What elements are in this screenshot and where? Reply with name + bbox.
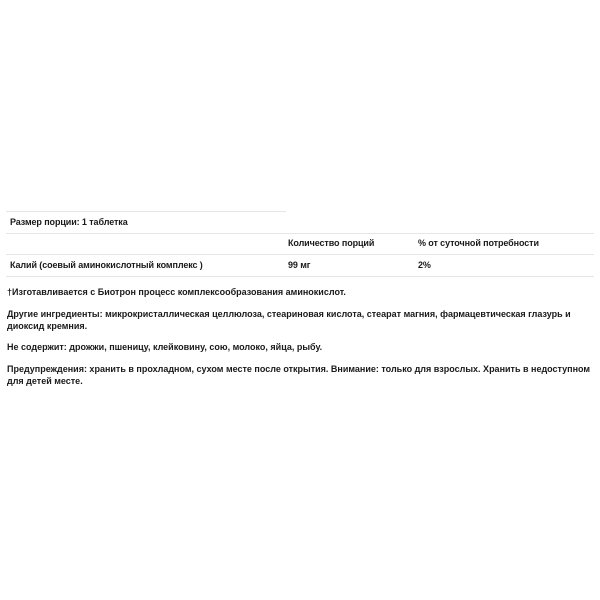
warnings: Предупреждения: хранить в прохладном, сухом месте после открытия. Внимание: только для взрослых. Хранить в недоступном для детей месте. — [7, 364, 591, 386]
header-amount: Количество порций — [288, 238, 375, 248]
other-ingredients: Другие ингредиенты: микрокристаллическая целлюлоза, стеариновая кислота, стеарат магния, фармацевтическая глазурь и диоксид кремния. — [7, 309, 571, 331]
serving-size: Размер порции: 1 таблетка — [10, 217, 128, 227]
free-of: Не содержит: дрожжи, пшеницу, клейковину, сою, молоко, яйца, рыбу. — [7, 342, 323, 352]
divider — [6, 254, 594, 255]
nutrient-dv: 2% — [418, 260, 431, 270]
nutrient-amount: 99 мг — [288, 260, 311, 270]
divider — [6, 276, 594, 277]
nutrient-name: Калий (соевый аминокислотный комплекс ) — [10, 260, 203, 270]
divider — [6, 233, 594, 234]
header-dv: % от суточной потребности — [418, 238, 539, 248]
divider — [6, 211, 286, 212]
footnote: †Изготавливается с Биотрон процесс комплексообразования аминокислот. — [7, 287, 346, 297]
